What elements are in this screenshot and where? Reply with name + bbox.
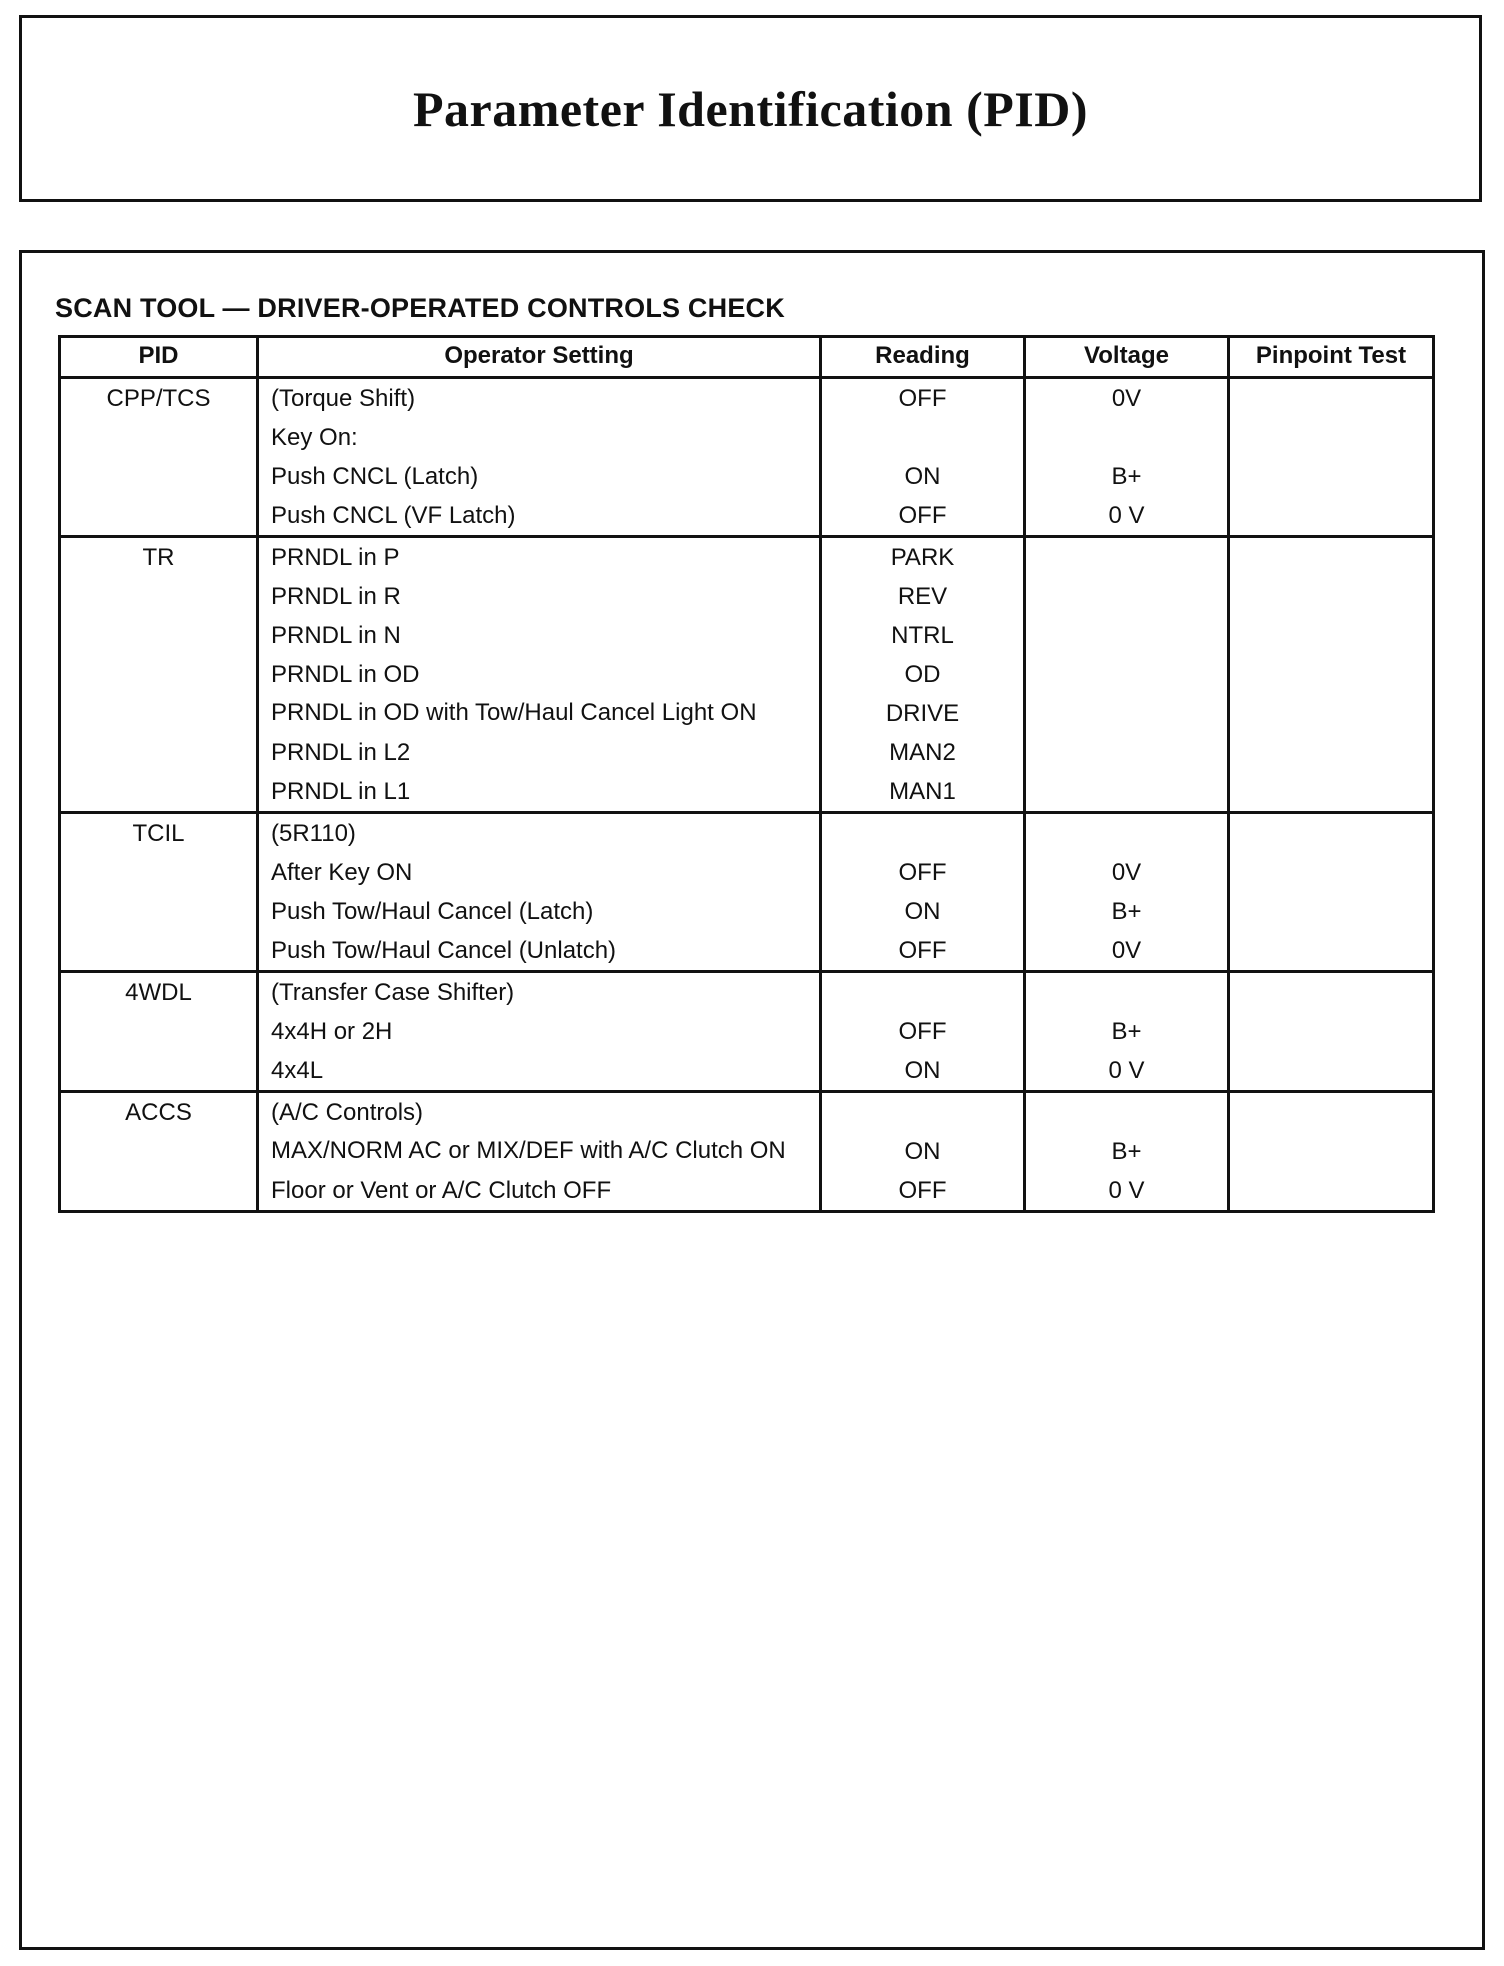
voltage-cell: 0 V (1025, 496, 1229, 537)
table-row (60, 1132, 1434, 1171)
pid-cell (60, 655, 258, 694)
table-row (60, 496, 1434, 537)
voltage-cell (1025, 418, 1229, 457)
pinpoint-test-cell (1229, 577, 1434, 616)
table-row (60, 457, 1434, 496)
voltage-cell: B+ (1025, 457, 1229, 496)
reading-cell: OFF (821, 378, 1025, 419)
reading-cell: MAN1 (821, 772, 1025, 813)
pid-cell (60, 1012, 258, 1051)
table-row (60, 733, 1434, 772)
voltage-cell (1025, 972, 1229, 1013)
pinpoint-test-cell (1229, 772, 1434, 813)
page-title: Parameter Identification (PID) (412, 80, 1088, 137)
voltage-cell: B+ (1025, 1132, 1229, 1171)
header-voltage: Voltage (1025, 337, 1229, 378)
pid-cell: CPP/TCS (60, 378, 258, 419)
reading-cell: OD (821, 655, 1025, 694)
voltage-cell (1025, 733, 1229, 772)
table-row (60, 694, 1434, 733)
voltage-cell (1025, 577, 1229, 616)
table-row (60, 418, 1434, 457)
table-row (60, 1051, 1434, 1092)
voltage-cell (1025, 694, 1229, 733)
reading-cell (821, 418, 1025, 457)
reading-cell: NTRL (821, 616, 1025, 655)
pinpoint-test-cell (1229, 694, 1434, 733)
pinpoint-test-cell (1229, 972, 1434, 1013)
header-reading: Reading (821, 337, 1025, 378)
table-row (60, 378, 1434, 419)
operator-setting-cell: Key On: (258, 418, 821, 457)
reading-cell: OFF (821, 853, 1025, 892)
table-row (60, 813, 1434, 854)
pid-cell (60, 577, 258, 616)
operator-setting-cell: Push CNCL (Latch) (258, 457, 821, 496)
reading-cell (821, 1092, 1025, 1133)
operator-setting-cell: (Torque Shift) (258, 378, 821, 419)
voltage-cell (1025, 655, 1229, 694)
pid-table (58, 335, 1435, 1213)
operator-setting-cell: 4x4H or 2H (258, 1012, 821, 1051)
pinpoint-test-cell (1229, 655, 1434, 694)
voltage-cell (1025, 616, 1229, 655)
table-header-row (60, 337, 1434, 378)
reading-cell: OFF (821, 931, 1025, 972)
pid-cell (60, 616, 258, 655)
pinpoint-test-cell (1229, 1051, 1434, 1092)
table-row (60, 655, 1434, 694)
reading-cell: MAN2 (821, 733, 1025, 772)
header-pid: PID (60, 337, 258, 378)
voltage-cell: 0V (1025, 378, 1229, 419)
operator-setting-cell: (A/C Controls) (258, 1092, 821, 1133)
voltage-cell: B+ (1025, 1012, 1229, 1051)
table-row (60, 616, 1434, 655)
pinpoint-test-cell (1229, 1132, 1434, 1171)
table-row (60, 892, 1434, 931)
table-body (60, 378, 1434, 1212)
pid-cell (60, 496, 258, 537)
reading-cell: ON (821, 1051, 1025, 1092)
reading-cell: DRIVE (821, 694, 1025, 733)
pid-cell: 4WDL (60, 972, 258, 1013)
pinpoint-test-cell (1229, 931, 1434, 972)
reading-cell: OFF (821, 496, 1025, 537)
operator-setting-cell: (Transfer Case Shifter) (258, 972, 821, 1013)
voltage-cell: 0 V (1025, 1171, 1229, 1212)
pinpoint-test-cell (1229, 853, 1434, 892)
pid-cell (60, 853, 258, 892)
reading-cell: REV (821, 577, 1025, 616)
pid-cell: TCIL (60, 813, 258, 854)
pinpoint-test-cell (1229, 1171, 1434, 1212)
pinpoint-test-cell (1229, 418, 1434, 457)
pinpoint-test-cell (1229, 537, 1434, 578)
table-row (60, 972, 1434, 1013)
operator-setting-cell: After Key ON (258, 853, 821, 892)
pid-cell (60, 694, 258, 733)
voltage-cell: B+ (1025, 892, 1229, 931)
pinpoint-test-cell (1229, 496, 1434, 537)
content-box (19, 250, 1485, 1950)
table-row (60, 577, 1434, 616)
voltage-cell (1025, 537, 1229, 578)
reading-cell: ON (821, 457, 1025, 496)
table-row (60, 1171, 1434, 1212)
operator-setting-cell: PRNDL in R (258, 577, 821, 616)
voltage-cell: 0 V (1025, 1051, 1229, 1092)
pinpoint-test-cell (1229, 1012, 1434, 1051)
pinpoint-test-cell (1229, 1092, 1434, 1133)
pinpoint-test-cell (1229, 813, 1434, 854)
voltage-cell (1025, 813, 1229, 854)
reading-cell (821, 972, 1025, 1013)
voltage-cell: 0V (1025, 853, 1229, 892)
header-pinpoint-test: Pinpoint Test (1229, 337, 1434, 378)
operator-setting-cell: PRNDL in L1 (258, 772, 821, 813)
operator-setting-cell: PRNDL in N (258, 616, 821, 655)
table-row (60, 1012, 1434, 1051)
pid-cell (60, 1171, 258, 1212)
operator-setting-cell: MAX/NORM AC or MIX/DEF with A/C Clutch ON (258, 1132, 821, 1171)
pid-cell: TR (60, 537, 258, 578)
operator-setting-cell: (5R110) (258, 813, 821, 854)
table-row (60, 931, 1434, 972)
reading-cell: ON (821, 892, 1025, 931)
pinpoint-test-cell (1229, 733, 1434, 772)
operator-setting-cell: Push Tow/Haul Cancel (Unlatch) (258, 931, 821, 972)
table-row (60, 1092, 1434, 1133)
pinpoint-test-cell (1229, 892, 1434, 931)
pid-cell (60, 1051, 258, 1092)
pinpoint-test-cell (1229, 457, 1434, 496)
operator-setting-cell: PRNDL in OD with Tow/Haul Cancel Light ON (258, 694, 821, 733)
reading-cell (821, 813, 1025, 854)
table-row (60, 537, 1434, 578)
reading-cell: OFF (821, 1171, 1025, 1212)
pinpoint-test-cell (1229, 616, 1434, 655)
pid-cell (60, 772, 258, 813)
operator-setting-cell: Push CNCL (VF Latch) (258, 496, 821, 537)
operator-setting-cell: Push Tow/Haul Cancel (Latch) (258, 892, 821, 931)
pid-cell (60, 457, 258, 496)
operator-setting-cell: 4x4L (258, 1051, 821, 1092)
voltage-cell: 0V (1025, 931, 1229, 972)
voltage-cell (1025, 1092, 1229, 1133)
header-operator-setting: Operator Setting (258, 337, 821, 378)
section-heading: SCAN TOOL — DRIVER-OPERATED CONTROLS CHECK (55, 293, 785, 323)
title-box (19, 15, 1482, 202)
pinpoint-test-cell (1229, 378, 1434, 419)
pid-cell (60, 1132, 258, 1171)
operator-setting-cell: Floor or Vent or A/C Clutch OFF (258, 1171, 821, 1212)
table-row (60, 772, 1434, 813)
operator-setting-cell: PRNDL in OD (258, 655, 821, 694)
voltage-cell (1025, 772, 1229, 813)
reading-cell: ON (821, 1132, 1025, 1171)
pid-cell (60, 733, 258, 772)
reading-cell: OFF (821, 1012, 1025, 1051)
pid-cell: ACCS (60, 1092, 258, 1133)
table-row (60, 853, 1434, 892)
pid-cell (60, 931, 258, 972)
pid-cell (60, 418, 258, 457)
pid-cell (60, 892, 258, 931)
reading-cell: PARK (821, 537, 1025, 578)
operator-setting-cell: PRNDL in L2 (258, 733, 821, 772)
operator-setting-cell: PRNDL in P (258, 537, 821, 578)
